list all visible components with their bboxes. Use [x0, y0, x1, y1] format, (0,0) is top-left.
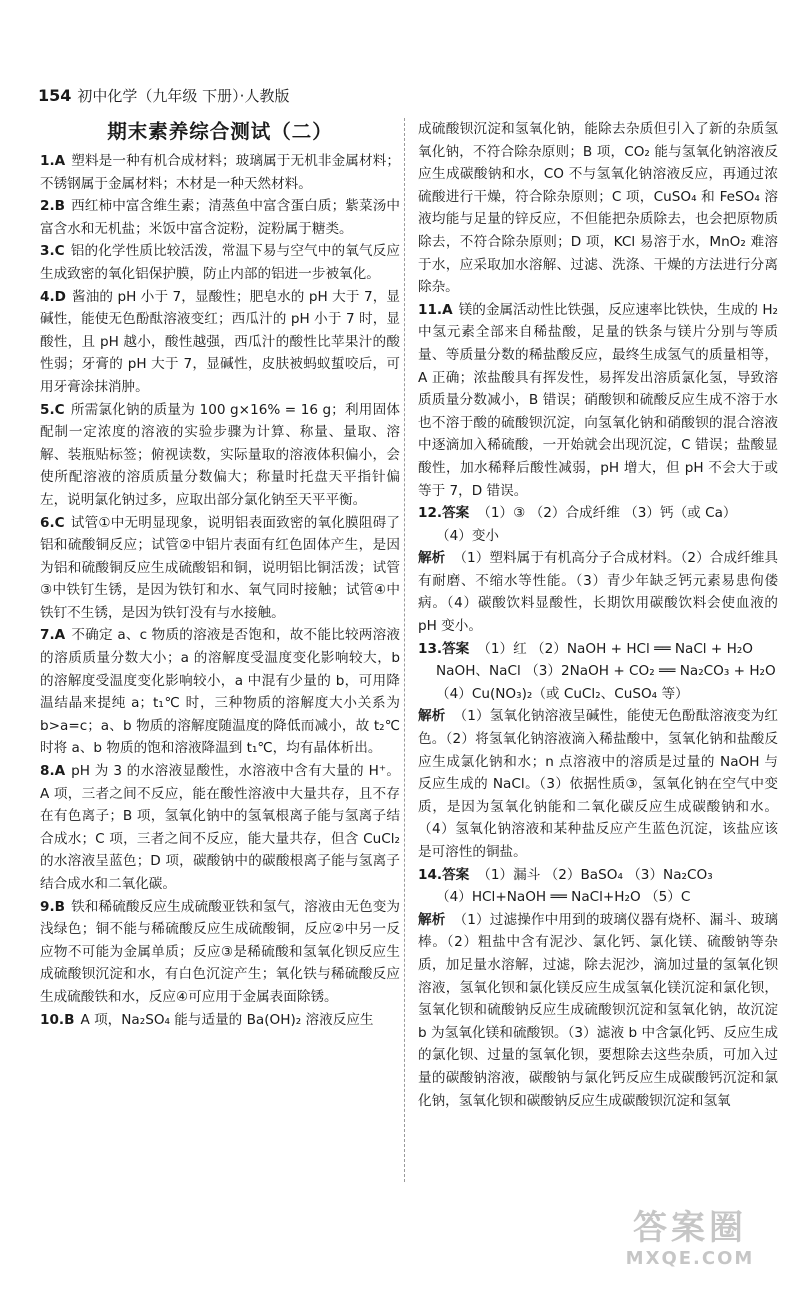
- question-number: 8.A: [40, 763, 66, 780]
- explanation-label: 解析: [418, 911, 446, 928]
- explanation-label: 解析: [418, 708, 446, 725]
- answer-text: pH 为 3 的水溶液显酸性，水溶液中含有大量的 H⁺。A 项，三者之间不反应，能在酸性溶液中大量共存，且不存在有色离子；B 项，氢氧化钠中的氢氧根离子能与氢离子结合成水；C 项，三者之间不反应，能大量共存，但含 CuCl₂ 的水溶液呈蓝色；D 项，碳酸钠中的碳酸根离子能与氢离子结合成水和二氧化碳。: [40, 763, 400, 892]
- answer-text: （4）Cu(NO₃)₂（或 CuCl₂、CuSO₄ 等）: [436, 685, 689, 702]
- answer-text: 所需氯化钠的质量为 100 g×16% = 16 g；利用固体配制一定浓度的溶液的实验步骤为计算、称量、量取、溶解、装瓶贴标签；俯视读数，实际量取的溶液体积偏小，会使所配溶液的溶质质量分数偏大；称量时托盘天平指针偏左，说明氯化钠过多，应取出部分氯化钠至天平平衡。: [40, 401, 400, 508]
- page-header: [38, 84, 289, 106]
- question-number: 11.A: [418, 301, 453, 318]
- answer-item: [40, 399, 400, 512]
- answer-text: 塑料是一种有机合成材料；玻璃属于无机非金属材料；不锈钢属于金属材料；木材是一种天然材料。: [40, 153, 400, 192]
- left-column: [40, 118, 400, 1031]
- explanation-label: 解析: [418, 550, 446, 567]
- answer-text: （1）氢氧化钠溶液呈碱性，能使无色酚酞溶液变为红色。（2）将氢氧化钠溶液滴入稀盐酸中，氢氧化钠和盐酸反应生成氯化钠和水；n 点溶液中的溶质是过量的 NaOH 与反应生成的 NaCl。（3）依据性质③，氢氧化钠在空气中变质，是因为氢氧化钠能和二氧化碳反应生成碳酸钠和水。（4）氢氧化钠溶液和某种盐反应产生蓝色沉淀，该盐应该是可溶性的铜盐。: [418, 708, 778, 860]
- right-column: [418, 118, 778, 1112]
- question-number: 4.D: [40, 288, 66, 305]
- answer-text: 铝的化学性质比较活泼，常温下易与空气中的氧气反应生成致密的氧化铝保护膜，防止内部的铝进一步被氧化。: [40, 243, 400, 282]
- answer-item: [40, 896, 400, 1009]
- answer-text: （1）漏斗 （2）BaSO₄ （3）Na₂CO₃: [477, 866, 713, 883]
- question-number: 6.C: [40, 514, 65, 531]
- answer-item: [418, 525, 778, 548]
- watermark: [600, 1198, 780, 1278]
- answer-item: [40, 1009, 400, 1032]
- watermark-url: MXQE.COM: [625, 1247, 755, 1269]
- answer-item: [40, 512, 400, 625]
- answer-item: [418, 886, 778, 909]
- answer-label: 14.答案: [418, 866, 470, 883]
- answer-text: （1）红 （2）NaOH + HCl ══ NaCl + H₂O: [477, 640, 753, 657]
- question-number: 9.B: [40, 898, 65, 915]
- answer-item: [418, 502, 778, 525]
- answer-item: [418, 864, 778, 887]
- left-answer-list: [40, 150, 400, 1031]
- answer-text: （4）HCl+NaOH ══ NaCl+H₂O （5）C: [436, 889, 691, 906]
- answer-item: [40, 240, 400, 285]
- question-number: 10.B: [40, 1011, 75, 1028]
- answer-item: [418, 547, 778, 637]
- answer-item: [418, 705, 778, 863]
- answer-text: NaOH、NaCl （3）2NaOH + CO₂ ══ Na₂CO₃ + H₂O: [436, 663, 776, 680]
- answer-item: [40, 624, 400, 760]
- answer-text: 试管①中无明显现象，说明铝表面致密的氧化膜阻碍了铝和硫酸铜反应；试管②中铝片表面有红色固体产生，是因为铝和硫酸铜反应生成硫酸铝和铜，说明铝比铜活泼；试管③中铁钉生锈，是因为铁钉和水、氧气同时接触；试管④中铁钉不生锈，是因为铁钉没有与水接触。: [40, 514, 400, 621]
- page-number: 154: [38, 85, 72, 105]
- answer-text: （1）③ （2）合成纤维 （3）钙（或 Ca）: [477, 505, 737, 522]
- answer-item: [40, 150, 400, 195]
- answer-item: [40, 195, 400, 240]
- answer-text: 西红柿中富含维生素；清蒸鱼中富含蛋白质；紫菜汤中富含水和无机盐；米饭中富含淀粉，淀粉属于糖类。: [40, 198, 400, 237]
- answer-text: 不确定 a、c 物质的溶液是否饱和，故不能比较两溶液的溶质质量分数大小；a 的溶解度受温度变化影响较大，b 的溶解度受温度变化影响较小，a 中混有少量的 b，可用降温结晶来提纯 a；t₁℃ 时，三种物质的溶解度大小关系为 b>a=c；a、b 物质的溶解度随温度的降低而减小，故 t₂℃ 时将 a、b 物质的饱和溶液降温到 t₁℃，均有晶体析出。: [40, 627, 400, 757]
- answer-item: [418, 909, 778, 1112]
- answer-text: （1）塑料属于有机高分子合成材料。（2）合成纤维具有耐磨、不缩水等性能。（3）青少年缺乏钙元素易患佝偻病。（4）碳酸饮料显酸性，长期饮用碳酸饮料会使血液的 pH 变小。: [418, 550, 779, 635]
- answer-text: 铁和稀硫酸反应生成硫酸亚铁和氢气，溶液由无色变为浅绿色；铜不能与稀硫酸反应生成硫酸铜，反应②中另一反应物不可能为金属单质；反应③是稀硫酸和氢氧化钡反应生成硫酸钡沉淀和水，有白色沉淀产生；氧化铁与稀硫酸反应生成硫酸铁和水，反应④可应用于金属表面除锈。: [40, 898, 400, 1005]
- answer-text: 成硫酸钡沉淀和氢氧化钠，能除去杂质但引入了新的杂质氢氧化钠，不符合除杂原则；B 项，CO₂ 能与氢氧化钠溶液反应生成碳酸钠和水，CO 不与氢氧化钠溶液反应，再通过浓硫酸进行干燥，符合除杂原则；C 项，CuSO₄ 和 FeSO₄ 溶液均能与足量的锌反应，不但能把杂质除去，也会把原物质除去，不符合除杂原则；D 项，KCl 易溶于水，MnO₂ 难溶于水，应采取加水溶解、过滤、洗涤、干燥的方法进行分离除杂。: [418, 121, 778, 296]
- answer-item: [40, 760, 400, 896]
- answer-item: [418, 118, 778, 299]
- book-info: 初中化学（九年级 下册）·人教版: [77, 86, 290, 105]
- answer-item: [418, 299, 778, 502]
- answer-text: 镁的金属活动性比铁强，反应速率比铁快，生成的 H₂ 中氢元素全部来自稀盐酸，足量的铁条与镁片分别与等质量、等质量分数的稀盐酸反应，最终生成氢气的质量相等，A 正确；浓盐酸具有挥发性，易挥发出溶质氯化氢，导致溶质质量分数减小，B 错误；硝酸钡和硫酸反应生成不溶于水也不溶于酸的硫酸钡沉淀，向氢氧化钠和硝酸钡的混合溶液中逐滴加入稀硫酸，一开始就会出现沉淀，C 错误；盐酸显酸性，加水稀释后酸性减弱，pH 增大，但 pH 不会大于或等于 7，D 错误。: [418, 301, 778, 499]
- answer-item: [40, 286, 400, 399]
- answer-text: A 项，Na₂SO₄ 能与适量的 Ba(OH)₂ 溶液反应生: [80, 1011, 374, 1028]
- question-number: 2.B: [40, 198, 65, 215]
- question-number: 7.A: [40, 627, 66, 644]
- answer-label: 12.答案: [418, 505, 470, 522]
- answer-item: [418, 683, 778, 706]
- answer-text: （1）过滤操作中用到的玻璃仪器有烧杯、漏斗、玻璃棒。（2）粗盐中含有泥沙、氯化钙、氯化镁、硫酸钠等杂质，加足量水溶解，过滤，除去泥沙，滴加过量的氢氧化钡溶液，氢氧化钡和氯化镁反应生成氢氧化镁沉淀和氯化钡，氢氧化钡和硫酸钠反应生成硫酸钡沉淀和氢氧化钠，故沉淀 b 为氢氧化镁和硫酸钡。（3）滤液 b 中含氯化钙、反应生成的氯化钡、过量的氢氧化钡，要想除去这些杂质，可加入过量的碳酸钠溶液，碳酸钠与氯化钙反应生成碳酸钙沉淀和氯化钠，氢氧化钡和碳酸钠反应生成碳酸钡沉淀和氢氧: [418, 911, 778, 1109]
- column-divider: [404, 118, 405, 1182]
- watermark-logo: 答案圈: [633, 1207, 747, 1248]
- page-title: 期末素养综合测试（二）: [107, 120, 333, 143]
- question-number: 3.C: [40, 243, 65, 260]
- answer-text: 酱油的 pH 小于 7，显酸性；肥皂水的 pH 大于 7，显碱性，能使无色酚酞溶液变红；西瓜汁的 pH 小于 7 时，显酸性，且 pH 越小，酸性越强，西瓜汁的酸性比苹果汁的酸性弱；牙膏的 pH 大于 7，显碱性，皮肤被蚂蚁蜇咬后，可用牙膏涂抹消肿。: [40, 288, 400, 395]
- question-number: 5.C: [40, 401, 65, 418]
- answer-label: 13.答案: [418, 640, 470, 657]
- answer-item: [418, 638, 778, 661]
- right-answer-list: [418, 118, 778, 1112]
- answer-text: （4）变小: [436, 527, 500, 544]
- question-number: 1.A: [40, 153, 66, 169]
- answer-item: [418, 660, 778, 683]
